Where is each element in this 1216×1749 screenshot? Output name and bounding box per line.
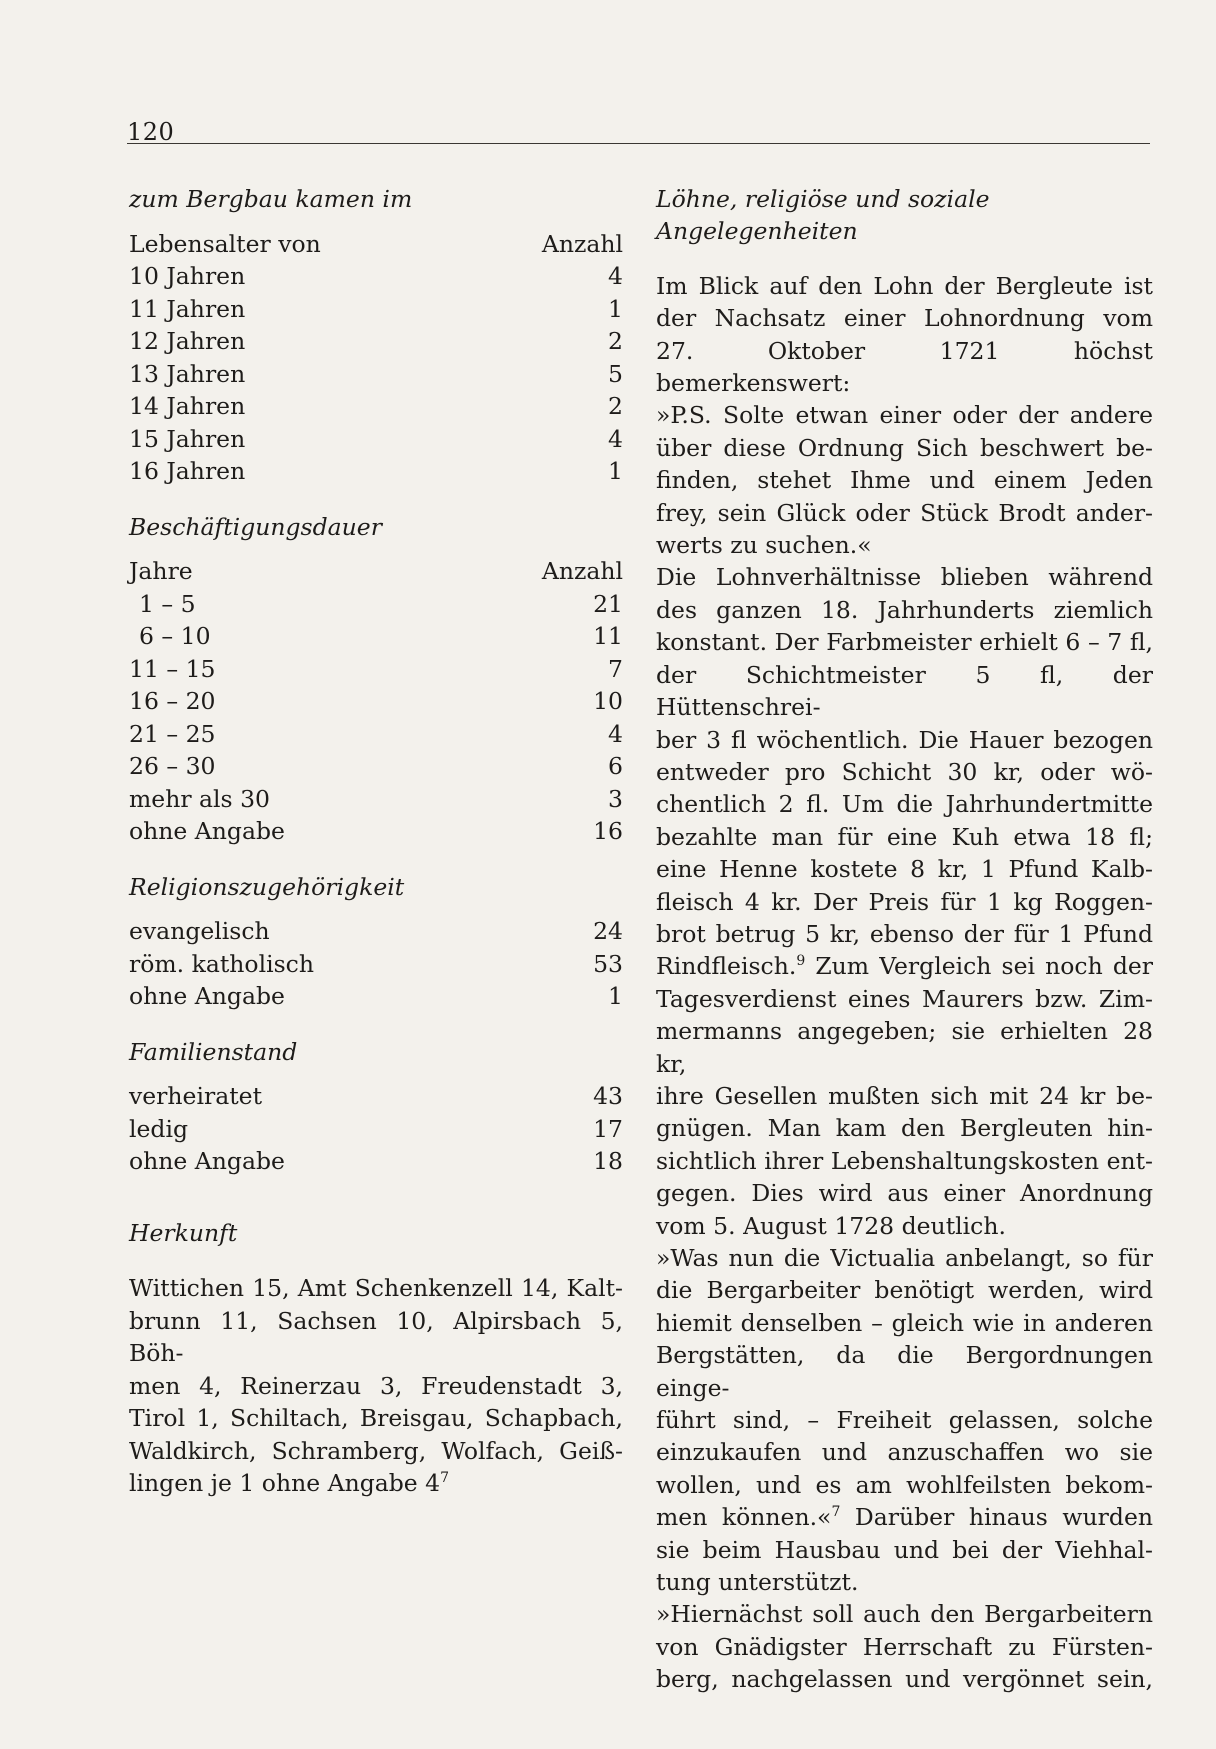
section-heading-family: Familienstand: [129, 1037, 298, 1066]
age-label: 16 Jahren: [129, 457, 246, 485]
text-line: der Schichtmeister 5 fl, der Hüttenschrei-: [656, 660, 1153, 722]
text-line: chentlich 2 fl. Um die Jahrhundertmitte: [656, 790, 1153, 819]
text-segment: Rindfleisch.: [656, 952, 797, 981]
family-value: 17: [593, 1114, 623, 1143]
table-row: [129, 815, 623, 848]
text-line: sie beim Hausbau und bei der Viehhal-: [656, 1535, 1153, 1564]
text-line: entweder pro Schicht 30 kr, oder wö-: [656, 757, 1153, 786]
duration-label: ohne Angabe: [129, 817, 285, 845]
text-line: »P.S. Solte etwan einer oder der andere: [656, 401, 1153, 430]
footnote-ref: 7: [440, 1470, 450, 1487]
table-row: [129, 455, 623, 488]
family-value: 18: [593, 1147, 623, 1175]
text-line: [656, 1501, 1153, 1533]
age-label: 13 Jahren: [129, 359, 246, 388]
religion-label: röm. katholisch: [129, 949, 314, 978]
text-line: berg, nachgelassen und vergönnet sein,: [656, 1665, 1153, 1694]
age-label: 15 Jahren: [129, 424, 246, 453]
text-line: werts zu suchen.«: [656, 531, 872, 560]
text-line: führt sind, – Freiheit gelassen, solche: [656, 1406, 1153, 1435]
table-header: [129, 228, 623, 261]
text-line: von Gnädigster Herrschaft zu Fürsten-: [656, 1632, 1153, 1661]
age-value: 1: [608, 294, 623, 323]
text-line: Tagesverdienst eines Maurers bzw. Zim-: [656, 984, 1153, 1013]
table-row: [129, 588, 623, 621]
family-value: 43: [593, 1082, 623, 1110]
age-value: 5: [608, 359, 623, 388]
footnote-ref: 7: [831, 1504, 841, 1521]
duration-value: 3: [608, 784, 623, 813]
duration-label: 11 – 15: [129, 654, 216, 683]
table-row: [129, 325, 623, 358]
text-line: gegen. Dies wird aus einer Anordnung: [656, 1179, 1153, 1208]
text-line: brot betrug 5 kr, ebenso der für 1 Pfund: [656, 919, 1153, 948]
text-line: Im Blick auf den Lohn der Bergleute ist: [656, 271, 1153, 300]
age-value: 4: [608, 424, 623, 453]
table-row: [129, 1145, 623, 1178]
duration-label: 26 – 30: [129, 752, 216, 780]
text-line: bezahlte man für eine Kuh etwa 18 fl;: [656, 822, 1153, 851]
age-label: 11 Jahren: [129, 294, 246, 323]
text-line: tung unterstützt.: [656, 1568, 859, 1597]
table-row: [129, 260, 623, 293]
section-heading-religion: Religionszugehörigkeit: [129, 872, 405, 901]
text-line-content: lingen je 1 ohne Angabe 4: [129, 1469, 441, 1497]
text-segment: Zum Vergleich sei noch der: [805, 952, 1153, 981]
text-line: [656, 950, 1153, 982]
section-heading-wages-cont: Angelegenheiten: [656, 217, 858, 246]
duration-value: 4: [608, 719, 623, 748]
table-row: [129, 783, 623, 816]
column-count: Anzahl: [541, 557, 623, 585]
text-line: eine Henne kostete 8 kr, 1 Pfund Kalb-: [656, 855, 1153, 884]
text-line: des ganzen 18. Jahrhunderts ziemlich: [656, 595, 1153, 624]
duration-value: 21: [593, 589, 623, 618]
table-row: [129, 718, 623, 751]
text-line: frey, sein Glück oder Stück Brodt ander-: [656, 498, 1153, 527]
religion-value: 1: [608, 982, 623, 1010]
table-row: [129, 685, 623, 718]
right-column: [656, 183, 1153, 1696]
duration-value: 11: [593, 622, 623, 650]
duration-value: 16: [593, 817, 623, 845]
table-row: [129, 423, 623, 456]
religion-label: ohne Angabe: [129, 982, 285, 1010]
table-header: [129, 555, 623, 588]
duration-value: 6: [608, 752, 623, 780]
text-line: gnügen. Man kam den Bergleuten hin-: [656, 1114, 1153, 1143]
duration-value: 7: [608, 654, 623, 683]
family-label: verheiratet: [129, 1082, 263, 1110]
footnote-ref: 9: [796, 953, 806, 970]
text-line: 27. Oktober 1721 höchst bemerkenswert:: [656, 336, 1153, 398]
religion-label: evangelisch: [129, 917, 270, 945]
text-line: fleisch 4 kr. Der Preis für 1 kg Roggen-: [656, 887, 1153, 916]
text-line: wollen, und es am wohlfeilsten bekom-: [656, 1470, 1153, 1499]
header-rule: [127, 143, 1150, 144]
table-row: [129, 390, 623, 423]
table-row: [129, 293, 623, 326]
table-row: [129, 358, 623, 391]
section-heading-origin: Herkunft: [129, 1218, 238, 1247]
age-value: 4: [608, 262, 623, 290]
duration-label: 6 – 10: [139, 622, 211, 650]
column-label: Jahre: [129, 557, 193, 585]
column-count: Anzahl: [541, 229, 623, 258]
duration-label: 21 – 25: [129, 719, 216, 748]
text-segment: Darüber hinaus wurden: [840, 1503, 1153, 1532]
table-row: [129, 1113, 623, 1146]
text-line: »Hiernächst soll auch den Bergarbeitern: [656, 1600, 1153, 1629]
text-line: mermanns angegeben; sie erhielten 28 kr,: [656, 1017, 1153, 1078]
family-label: ledig: [129, 1114, 189, 1143]
text-segment: men können.«: [656, 1503, 832, 1532]
section-heading-age: zum Bergbau kamen im: [129, 185, 413, 213]
family-label: ohne Angabe: [129, 1147, 285, 1175]
duration-value: 10: [593, 687, 623, 715]
religion-value: 53: [593, 949, 623, 978]
text-line: men 4, Reinerzau 3, Freudenstadt 3,: [129, 1371, 623, 1400]
table-row: [129, 620, 623, 653]
duration-label: 1 – 5: [139, 589, 196, 618]
text-line: der Nachsatz einer Lohnordnung vom: [656, 304, 1153, 333]
text-line: Waldkirch, Schramberg, Wolfach, Geiß-: [129, 1436, 623, 1465]
text-line: »Was nun die Victualia anbelangt, so für: [656, 1244, 1153, 1272]
text-line: hiemit denselben – gleich wie in anderen: [656, 1308, 1153, 1337]
table-row: [129, 915, 623, 948]
text-line: ber 3 fl wöchentlich. Die Hauer bezogen: [656, 725, 1153, 754]
age-label: 10 Jahren: [129, 262, 246, 290]
age-value: 1: [608, 457, 623, 485]
text-line: über diese Ordnung Sich beschwert be-: [656, 433, 1153, 462]
table-row: [129, 980, 623, 1013]
age-value: 2: [608, 392, 623, 420]
age-label: 12 Jahren: [129, 327, 246, 355]
section-heading-wages: Löhne, religiöse und soziale: [656, 185, 990, 213]
text-line: Die Lohnverhältnisse blieben während: [656, 563, 1153, 592]
table-row: [129, 948, 623, 981]
age-value: 2: [608, 327, 623, 355]
text-line: [129, 1467, 623, 1500]
table-row: [129, 1080, 623, 1113]
text-line: brunn 11, Sachsen 10, Alpirsbach 5, Böh-: [129, 1306, 623, 1367]
text-line: einzukaufen und anzuschaffen wo sie: [656, 1438, 1153, 1467]
age-label: 14 Jahren: [129, 392, 246, 420]
text-line: konstant. Der Farbmeister erhielt 6 – 7 fl,: [656, 628, 1153, 657]
text-line: ihre Gesellen mußten sich mit 24 kr be-: [656, 1081, 1153, 1110]
text-line: Tirol 1, Schiltach, Breisgau, Schapbach,: [129, 1404, 623, 1432]
column-label: Lebensalter von: [129, 229, 321, 258]
table-row: [129, 750, 623, 783]
religion-value: 24: [593, 917, 623, 945]
text-line: vom 5. August 1728 deutlich.: [656, 1211, 1006, 1240]
duration-label: 16 – 20: [129, 687, 216, 715]
text-line: Bergstätten, da die Bergordnungen einge-: [656, 1341, 1153, 1402]
origin-paragraph: [129, 1272, 623, 1500]
text-line: finden, stehet Ihme und einem Jeden: [656, 466, 1153, 495]
duration-label: mehr als 30: [129, 784, 270, 813]
left-column: [129, 183, 623, 1500]
body-text: [656, 270, 1153, 1696]
text-line: die Bergarbeiter benötigt werden, wird: [656, 1276, 1153, 1305]
page-number: 120: [127, 118, 175, 146]
section-heading-duration: Beschäftigungsdauer: [129, 512, 382, 541]
text-line: Wittichen 15, Amt Schenkenzell 14, Kalt-: [129, 1274, 623, 1302]
text-line: sichtlich ihrer Lebenshaltungskosten ent-: [656, 1146, 1153, 1175]
table-row: [129, 653, 623, 686]
